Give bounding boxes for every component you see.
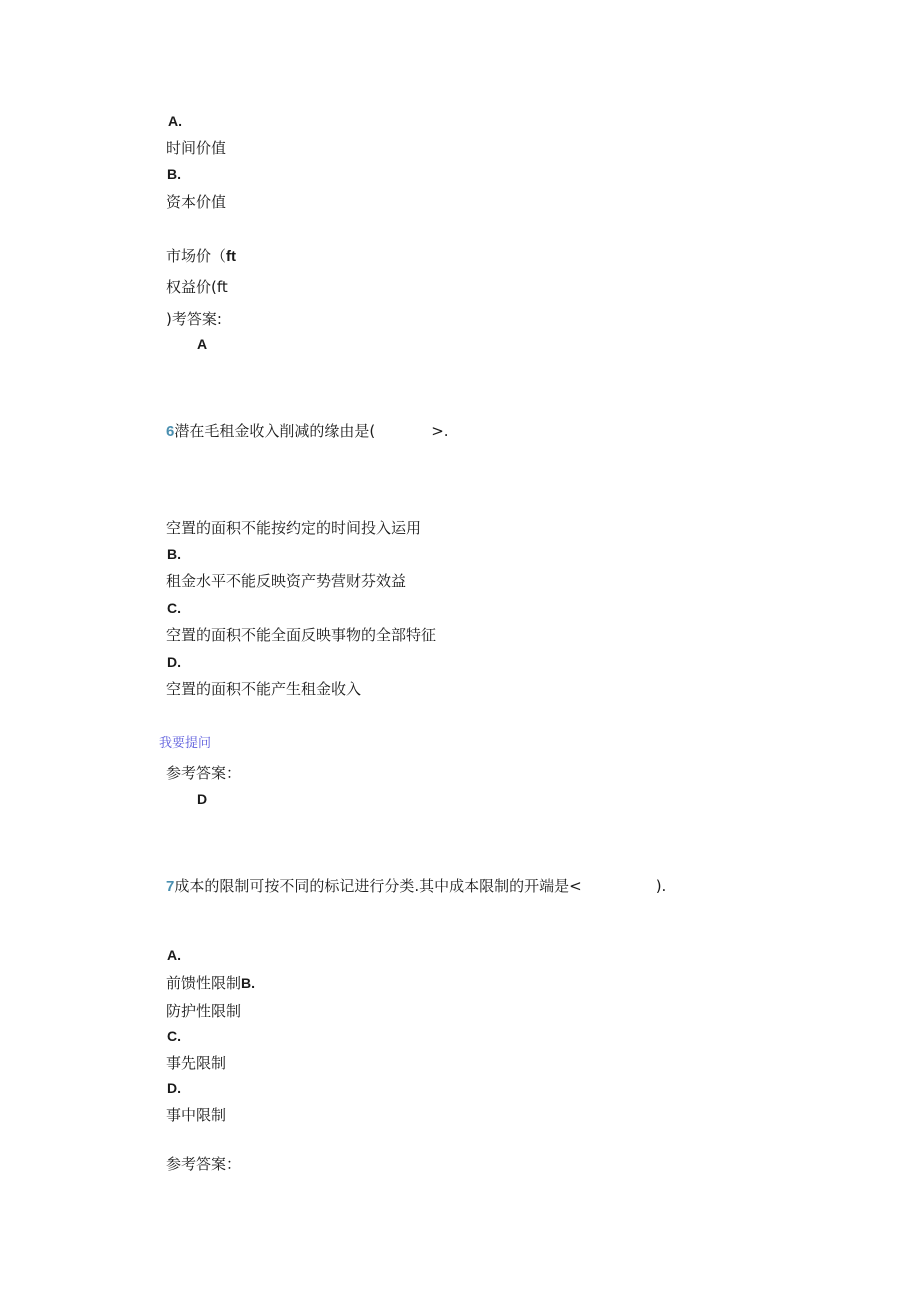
q7-option-c-text: 事先限制 bbox=[166, 1054, 227, 1072]
q6-answer-label: 参考答案： bbox=[166, 764, 242, 782]
q6-question bbox=[166, 421, 449, 442]
q7-option-b-label: B. bbox=[241, 975, 256, 991]
q5-option-b-text: 资本价值 bbox=[166, 193, 227, 211]
q7-question-end: ). bbox=[655, 877, 667, 895]
q7-option-a-text: 前馈性限制 bbox=[166, 974, 242, 992]
q6-option-d-label: D. bbox=[167, 654, 181, 670]
q7-question bbox=[166, 876, 666, 897]
q5-option-d-text: 权益价(ft bbox=[166, 278, 228, 296]
q6-option-c-text: 空置的面积不能全面反映事物的全部特征 bbox=[166, 626, 437, 644]
q5-option-c-text: 市场价（ bbox=[166, 247, 227, 265]
q6-option-b-text: 租金水平不能反映资产势营财芬效益 bbox=[166, 572, 407, 590]
q6-option-a-text: 空置的面积不能按约定的时间投入运用 bbox=[166, 519, 422, 537]
q7-option-d-label: D. bbox=[167, 1080, 181, 1096]
q6-number: 6 bbox=[166, 423, 175, 440]
q7-option-d-text: 事中限制 bbox=[166, 1106, 227, 1124]
q7-answer-label: 参考答案： bbox=[166, 1155, 242, 1173]
q5-option-c bbox=[166, 246, 236, 267]
q6-option-b-label: B. bbox=[167, 546, 181, 562]
q6-option-c-label: C. bbox=[167, 600, 181, 616]
q7-number: 7 bbox=[166, 878, 175, 895]
q7-question-text: 成本的限制可按不同的标记进行分类.其中成本限制的开端是< bbox=[174, 877, 582, 895]
q6-question-text: 潜在毛租金收入削减的缘由是( bbox=[174, 422, 376, 440]
q5-option-a-text: 时间价值 bbox=[166, 139, 227, 157]
q6-option-d-text: 空置的面积不能产生租金收入 bbox=[166, 680, 362, 698]
q7-option-b-text: 防护性限制 bbox=[166, 1002, 242, 1020]
q5-answer-label: )考答案: bbox=[166, 310, 222, 328]
q5-option-b-label: B. bbox=[167, 166, 181, 182]
q5-answer-value: A bbox=[197, 336, 208, 352]
q7-option-a-label: A. bbox=[167, 947, 181, 963]
ask-question-link[interactable]: 我要提问 bbox=[159, 736, 212, 751]
q7-option-c-label: C. bbox=[167, 1028, 181, 1044]
q5-option-c-suffix: ft bbox=[226, 248, 237, 265]
q6-answer-value: D bbox=[197, 791, 208, 807]
q7-option-a bbox=[166, 973, 255, 993]
q6-question-end: >. bbox=[431, 422, 449, 440]
q5-option-a-label: A. bbox=[168, 113, 182, 129]
